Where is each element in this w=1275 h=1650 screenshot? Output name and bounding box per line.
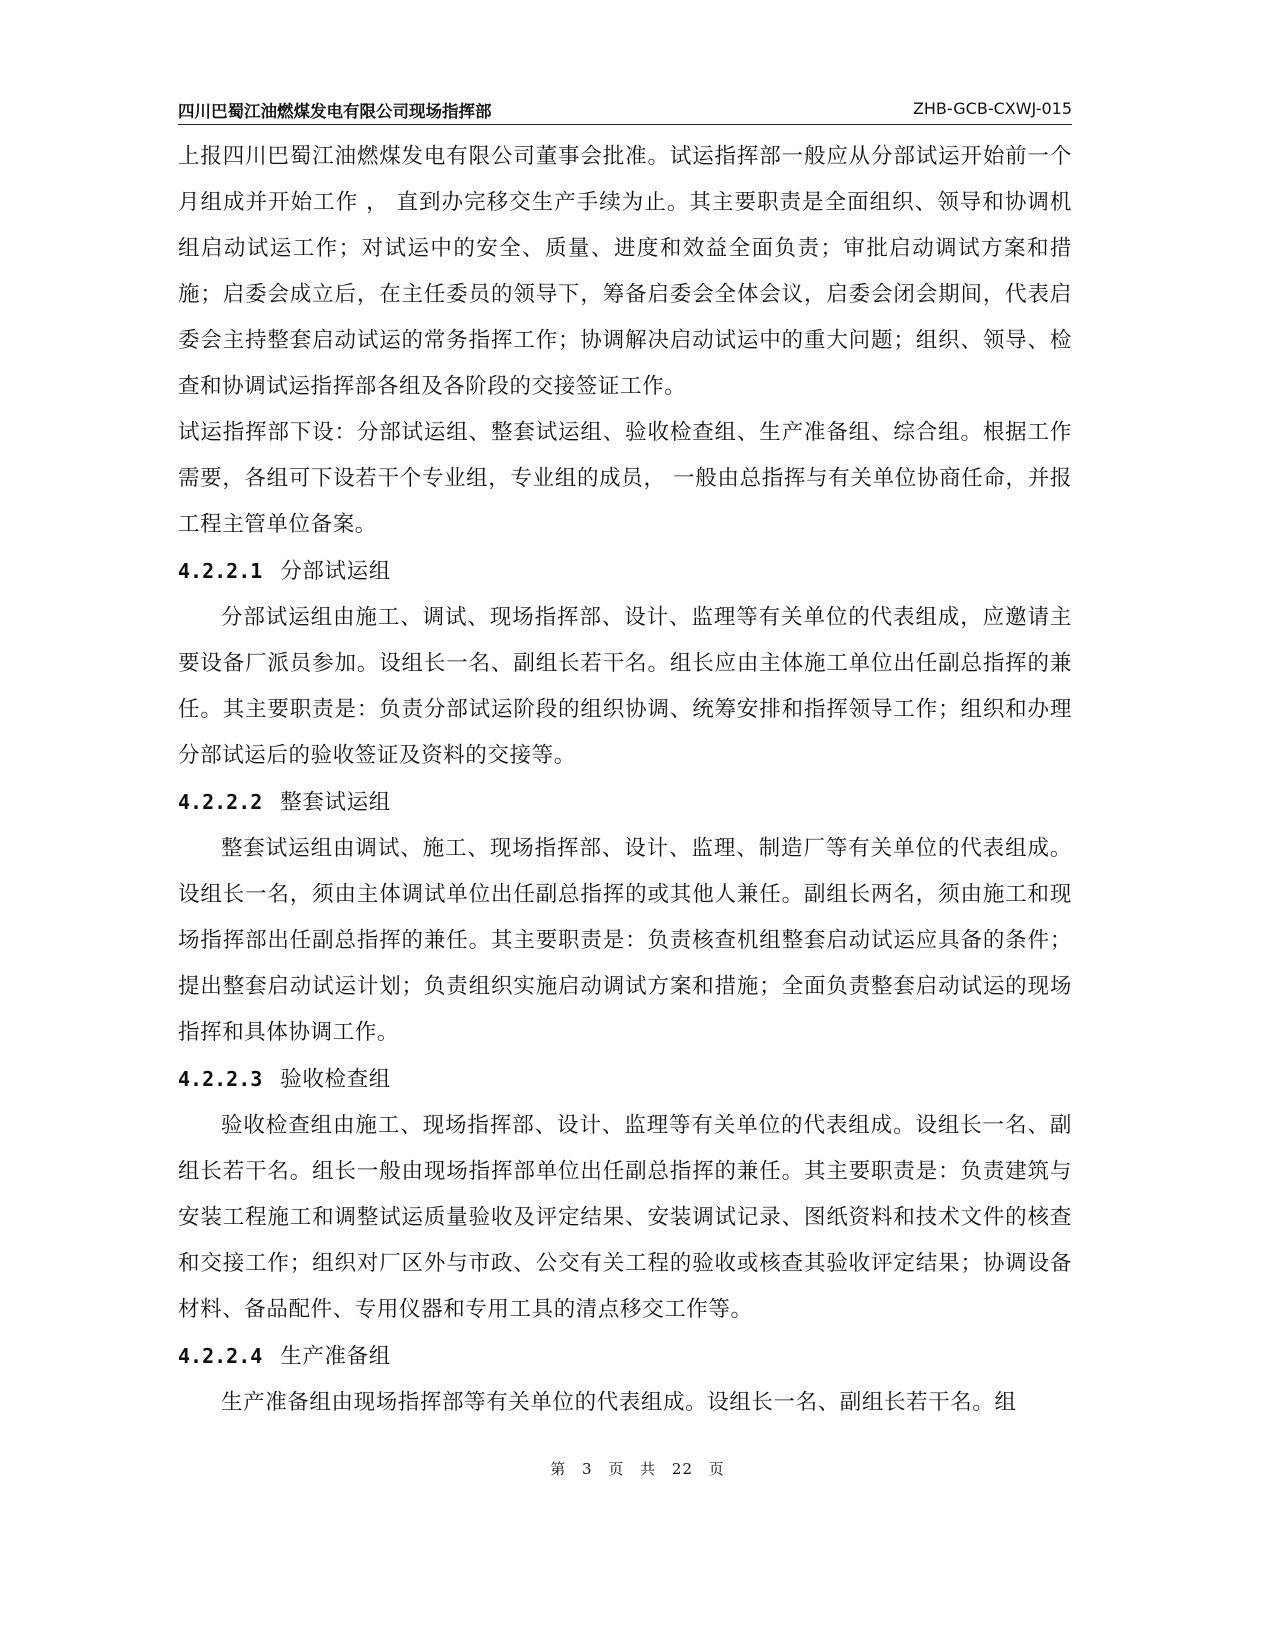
- document-body: [178, 134, 1072, 1426]
- paragraph: 验收检查组由施工、现场指挥部、设计、监理等有关单位的代表组成。设组长一名、副组长若干名。组长一般由现场指挥部单位出任副总指挥的兼任。其主要职责是：负责建筑与安装工程施工和调整试运质量验收及评定结果、安装调试记录、图纸资料和技术文件的核查和交接工作；组织对厂区外与市政、公交有关工程的验收或核查其验收评定结果；协调设备材料、备品配件、专用仪器和专用工具的清点移交工作等。: [178, 1113, 1072, 1322]
- section-heading: [178, 779, 1072, 826]
- section-number: 4.2.2.1: [178, 559, 263, 583]
- section-number: 4.2.2.4: [178, 1344, 263, 1368]
- page-total: 22: [671, 1460, 693, 1478]
- section-heading: [178, 548, 1072, 595]
- section-title: 验收检查组: [280, 1067, 391, 1092]
- section-heading: [178, 1056, 1072, 1103]
- page-current: 3: [581, 1460, 593, 1478]
- section-title: 生产准备组: [280, 1344, 391, 1369]
- page-label: 页: [708, 1460, 725, 1478]
- paragraph: 分部试运组由施工、调试、现场指挥部、设计、监理等有关单位的代表组成，应邀请主要设备厂派员参加。设组长一名、副组长若干名。组长应由主体施工单位出任副总指挥的兼任。其主要职责是：负责分部试运阶段的组织协调、统筹安排和指挥领导工作；组织和办理分部试运后的验收签证及资料的交接等。: [178, 605, 1072, 768]
- section-title: 整套试运组: [280, 790, 391, 815]
- paragraph: 上报四川巴蜀江油燃煤发电有限公司董事会批准。试运指挥部一般应从分部试运开始前一个月组成并开始工作 ， 直到办完移交生产手续为止。其主要职责是全面组织、领导和协调机组启动试运工作；对试运中的安全、质量、进度和效益全面负责；审批启动调试方案和措施；启委会成立后，在主任委员的领导下，筹备启委会全体会议，启委会闭会期间，代表启委会主持整套启动试运的常务指挥工作；协调解决启动试运中的重大问题；组织、领导、检查和协调试运指挥部各组及各阶段的交接签证工作。: [178, 144, 1072, 399]
- page-footer: [0, 1458, 1275, 1479]
- page-label: 第: [550, 1460, 567, 1478]
- section-number: 4.2.2.2: [178, 790, 263, 814]
- paragraph: 生产准备组由现场指挥部等有关单位的代表组成。设组长一名、副组长若干名。组: [221, 1390, 1017, 1415]
- page-label: 共: [640, 1460, 657, 1478]
- section-number: 4.2.2.3: [178, 1067, 263, 1091]
- page-label: 页: [608, 1460, 625, 1478]
- paragraph: 试运指挥部下设：分部试运组、整套试运组、验收检查组、生产准备组、综合组。根据工作需要，各组可下设若干个专业组，专业组的成员， 一般由总指挥与有关单位协商任命，并报工程主管单位备案。: [178, 420, 1072, 537]
- paragraph: 整套试运组由调试、施工、现场指挥部、设计、监理、制造厂等有关单位的代表组成。设组长一名，须由主体调试单位出任副总指挥的或其他人兼任。副组长两名，须由施工和现场指挥部出任副总指挥的兼任。其主要职责是：负责核查机组整套启动试运应具备的条件；提出整套启动试运计划；负责组织实施启动调试方案和措施；全面负责整套启动试运的现场指挥和具体协调工作。: [178, 836, 1072, 1045]
- section-title: 分部试运组: [280, 559, 391, 584]
- page-header: [178, 98, 1072, 125]
- header-company-name: 四川巴蜀江油燃煤发电有限公司现场指挥部: [178, 102, 492, 121]
- header-document-code: ZHB-GCB-CXWJ-015: [912, 99, 1072, 118]
- section-heading: [178, 1333, 1072, 1380]
